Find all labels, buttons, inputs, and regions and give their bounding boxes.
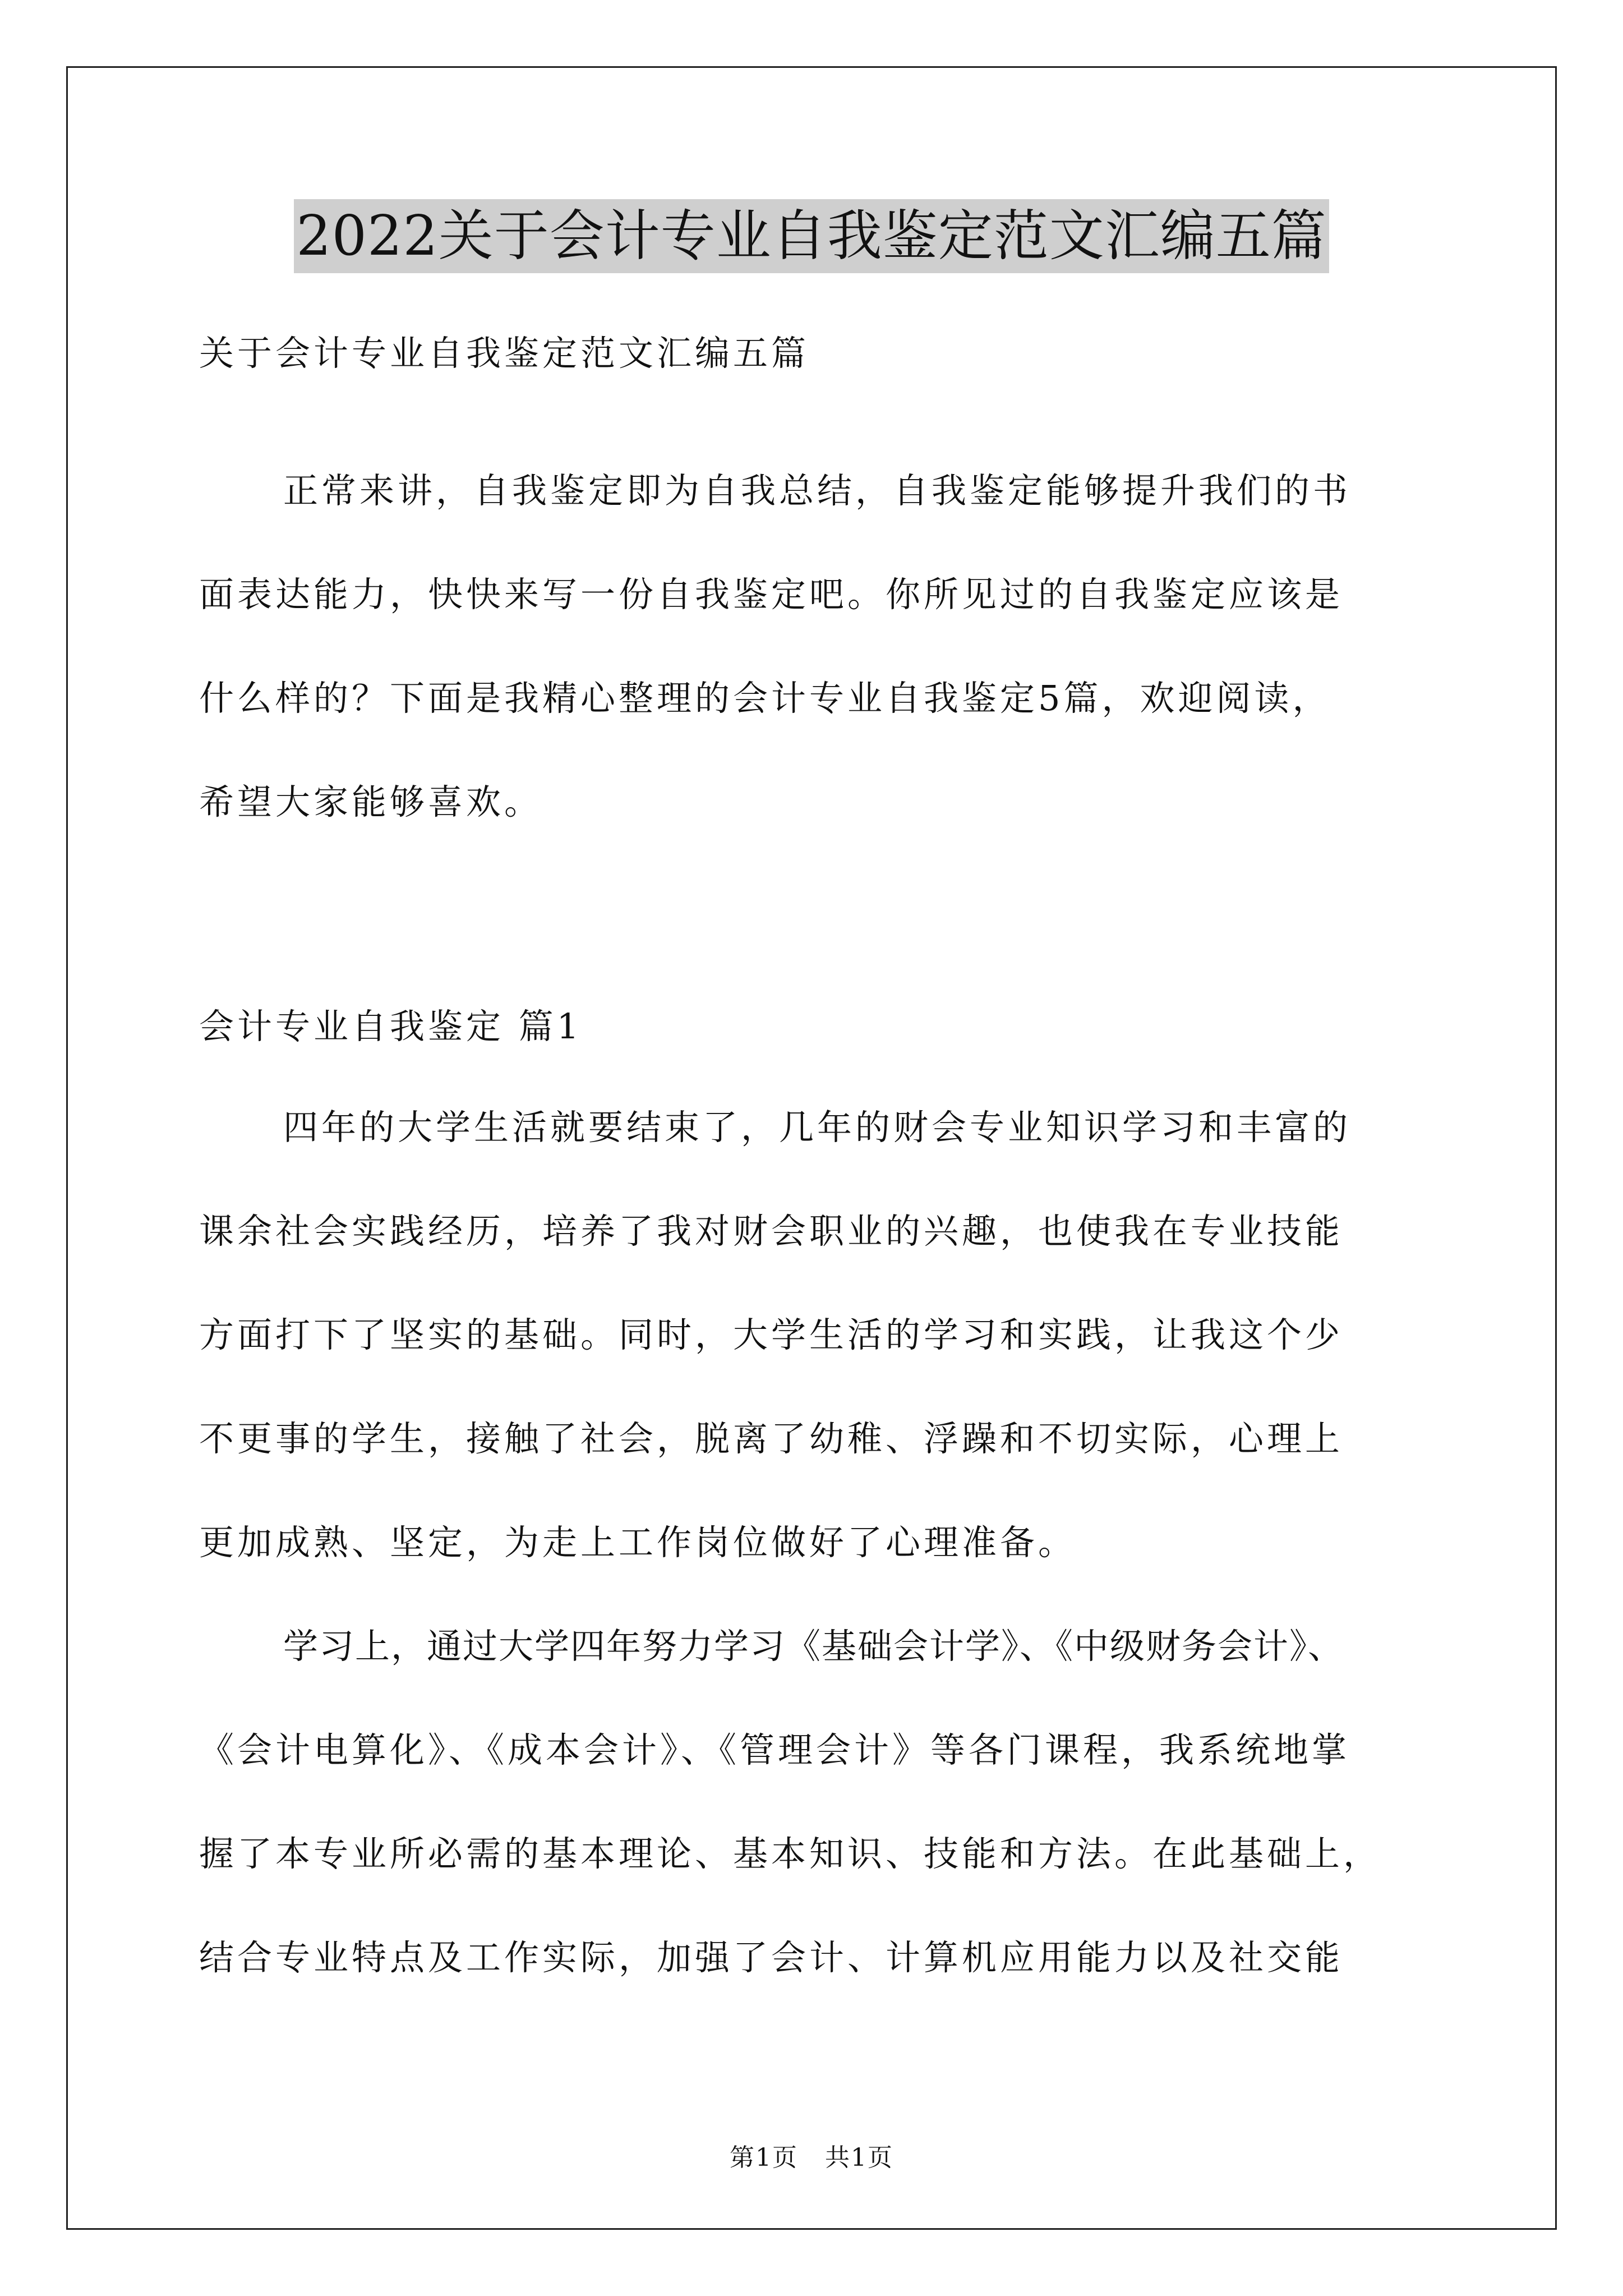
paragraph-line: 课余社会实践经历，培养了我对财会职业的兴趣，也使我在专业技能 (199, 1211, 1344, 1251)
intro-line: 什么样的？下面是我精心整理的会计专业自我鉴定5篇，欢迎阅读， (199, 678, 1331, 719)
paragraph-line: 四年的大学生活就要结束了，几年的财会专业知识学习和丰富的 (283, 1107, 1352, 1148)
section-heading: 会计专业自我鉴定 篇1 (199, 1006, 583, 1047)
intro-line: 正常来讲，自我鉴定即为自我总结，自我鉴定能够提升我们的书 (283, 470, 1352, 511)
page-footer: 第1页 共1页 (730, 2143, 893, 2172)
paragraph-line: 更加成熟、坚定，为走上工作岗位做好了心理准备。 (199, 1522, 1077, 1563)
document-title: 2022关于会计专业自我鉴定范文汇编五篇 (294, 199, 1329, 273)
intro-line: 希望大家能够喜欢。 (199, 781, 543, 822)
subtitle: 关于会计专业自我鉴定范文汇编五篇 (199, 333, 810, 374)
paragraph-line: 结合专业特点及工作实际，加强了会计、计算机应用能力以及社交能 (199, 1937, 1344, 1978)
paragraph-line: 方面打下了坚实的基础。同时，大学生活的学习和实践，让我这个少 (199, 1314, 1344, 1355)
title-container (0, 199, 1623, 273)
paragraph-line: 学习上，通过大学四年努力学习《基础会计学》、《中级财务会计》、 (283, 1626, 1344, 1667)
paragraph-line: 握了本专业所必需的基本理论、基本知识、技能和方法。在此基础上， (199, 1833, 1382, 1874)
paragraph-line: 不更事的学生，接触了社会，脱离了幼稚、浮躁和不切实际，心理上 (199, 1418, 1344, 1459)
intro-line: 面表达能力，快快来写一份自我鉴定吧。你所见过的自我鉴定应该是 (199, 574, 1344, 615)
paragraph-line: 《会计电算化》、《成本会计》、《管理会计》等各门课程，我系统地掌 (199, 1729, 1350, 1770)
